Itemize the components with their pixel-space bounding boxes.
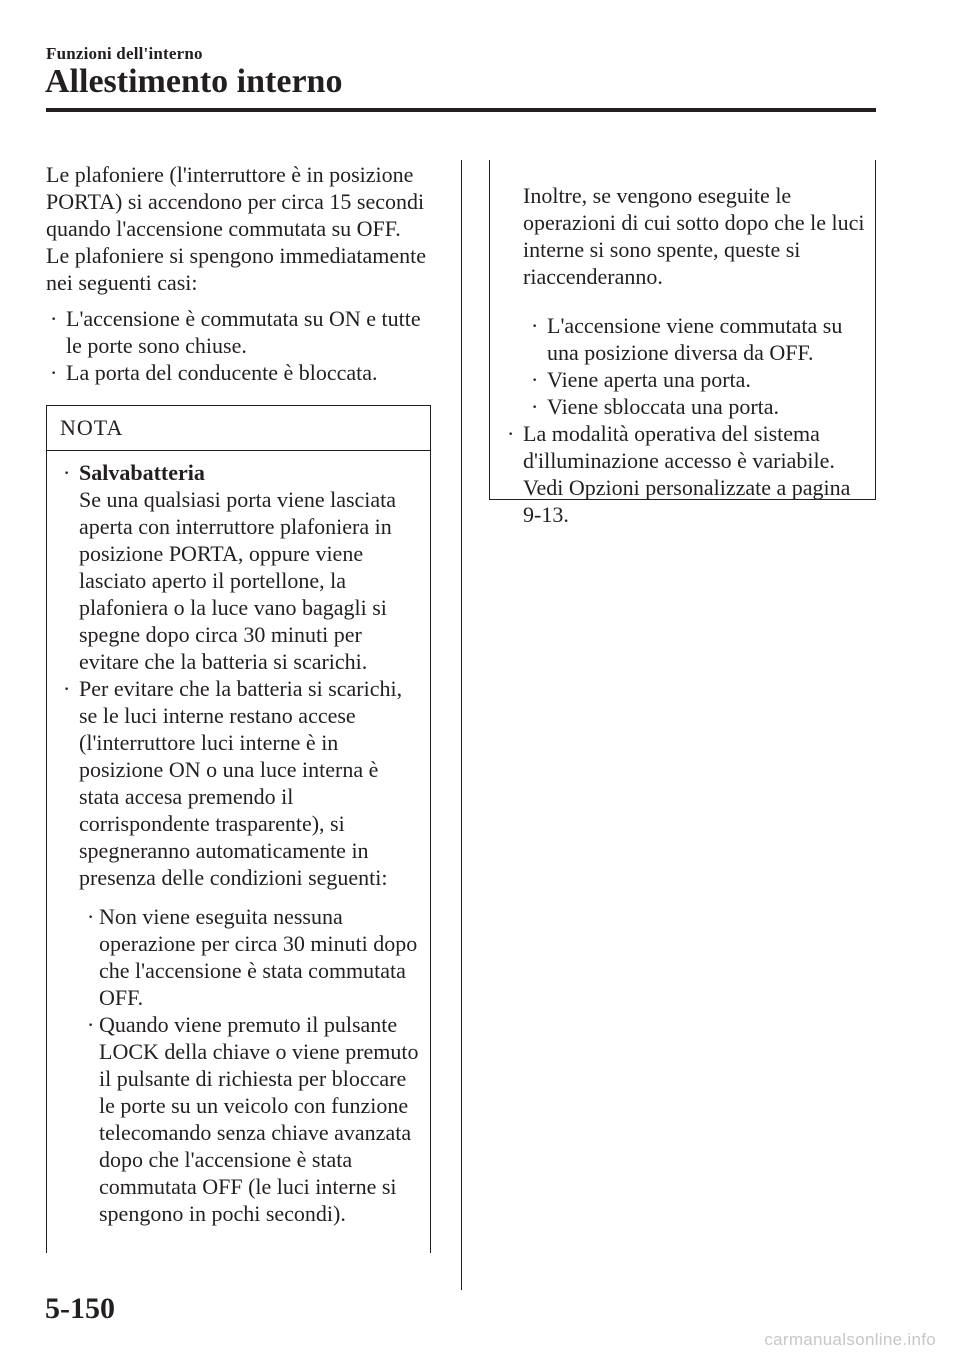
- list-item: [79, 903, 420, 1011]
- list-item: [46, 359, 436, 386]
- bullet-icon: ·: [50, 360, 58, 385]
- list-item-text: Non viene eseguita nessuna operazione per circa 30 minuti dopo che l'accensione è stata commutata OFF.: [99, 904, 418, 1010]
- intro-paragraph: Le plafoniere si spengono immediatamente nei seguenti casi:: [46, 243, 426, 295]
- section-label: Funzioni dell'interno: [46, 44, 203, 63]
- bullet-icon: ·: [531, 313, 539, 338]
- list-item: [59, 675, 420, 1227]
- note-body: [47, 451, 430, 1227]
- bullet-icon: ·: [87, 904, 95, 929]
- list-item-text: La modalità operativa del sistema d'illuminazione accesso è variabile. Vedi Opzioni personalizzate a pagina 9-13.: [523, 421, 851, 527]
- list-item: [59, 459, 420, 675]
- watermark: carmanualsonline.info: [764, 1330, 936, 1349]
- list-item: [79, 1011, 420, 1227]
- list-item-text: L'accensione viene commutata su una posizione diversa da OFF.: [547, 313, 843, 365]
- bullet-icon: ·: [507, 421, 515, 446]
- bullet-icon: ·: [50, 306, 58, 331]
- note-item-text: Se una qualsiasi porta viene lasciata aperta con interruttore plafoniera in posizione PORTA, oppure viene lasciato aperto il portellone, la plafoniera o la luce vano bagagli si spegne dopo circa 30 minuti per evitare che la batteria si scarichi.: [79, 487, 397, 674]
- list-item: [523, 366, 865, 393]
- list-item-text: Viene sbloccata una porta.: [547, 394, 780, 419]
- list-item-text: La porta del conducente è bloccata.: [66, 360, 378, 385]
- note-bullet-list: [59, 459, 420, 1227]
- nested-bullet-list: [79, 903, 420, 1227]
- list-item-text: Quando viene premuto il pulsante LOCK della chiave o viene premuto il pulsante di richiesta per bloccare le porte su un veicolo con funzione telecomando senza chiave avanzata dopo che l'accensione è stata commutata OFF (le luci interne si spengono in pochi secondi).: [99, 1012, 419, 1226]
- list-item: [523, 312, 865, 366]
- list-item-text: L'accensione è commutata su ON e tutte le porte sono chiuse.: [66, 306, 421, 358]
- left-column: [46, 161, 436, 386]
- bullet-icon: ·: [531, 367, 539, 392]
- page-title: Allestimento interno: [45, 63, 343, 100]
- note-item-text: Per evitare che la batteria si scarichi, se le luci interne restano accese (l'interruttore luci interne è in posizione ON o una luce interna è stata accesa premendo il corrispondente trasparente), si spegneranno automaticamente in presenza delle condizioni seguenti:: [79, 676, 403, 890]
- list-item: [46, 305, 436, 359]
- note-header: NOTA: [47, 406, 430, 451]
- bullet-icon: ·: [63, 676, 71, 701]
- note-box: [46, 405, 431, 1253]
- bullet-icon: ·: [531, 394, 539, 419]
- note-continuation-box: [489, 160, 876, 527]
- bullet-list: [46, 305, 436, 386]
- list-item: [503, 420, 865, 528]
- intro-paragraph: Le plafoniere (l'interruttore è in posizione PORTA) si accendono per circa 15 secondi quando l'accensione commutata su OFF.: [46, 162, 425, 241]
- page-number: 5-150: [45, 1292, 115, 1325]
- note-continuation-body: [490, 182, 875, 528]
- list-item-text: Viene aperta una porta.: [547, 367, 751, 392]
- title-rule: [46, 108, 876, 112]
- continuation-paragraph: Inoltre, se vengono eseguite le operazioni di cui sotto dopo che le luci interne si sono spente, queste si riaccenderanno.: [523, 183, 865, 289]
- column-divider: [461, 160, 462, 1290]
- bullet-list: [503, 420, 865, 528]
- list-item: [523, 393, 865, 420]
- bullet-icon: ·: [63, 460, 71, 485]
- note-item-title: Salvabatteria: [79, 460, 205, 485]
- nested-bullet-list: [503, 312, 865, 420]
- bullet-icon: ·: [87, 1012, 95, 1037]
